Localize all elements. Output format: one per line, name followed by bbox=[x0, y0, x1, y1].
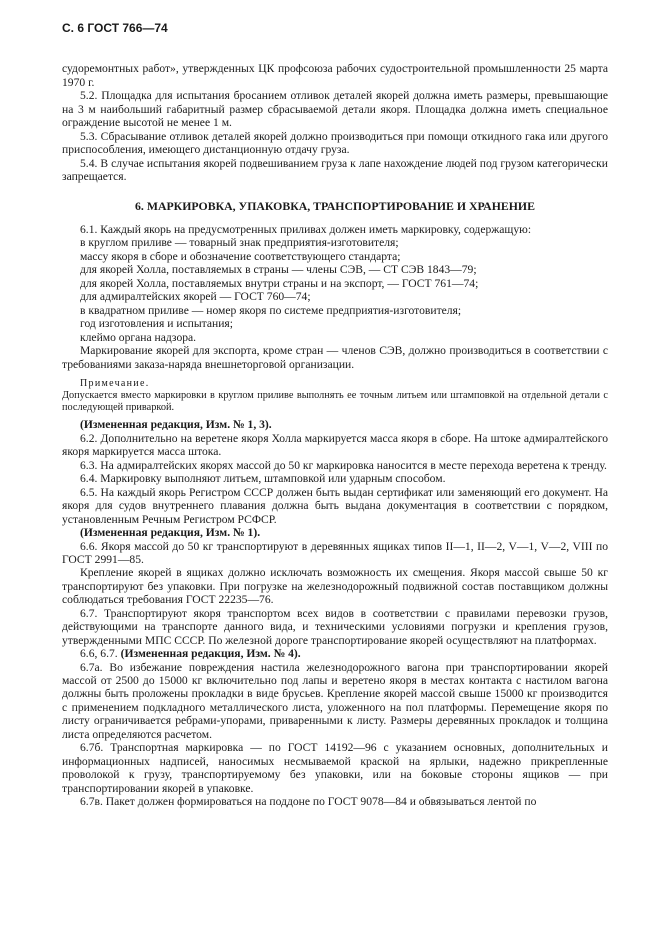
marking-list-item: клеймо органа надзора. bbox=[80, 330, 197, 344]
paragraph-6-3: 6.3. На адмиралтейских якорях массой до 50 кг маркировка наносится в месте перехода веретена к тренду. bbox=[80, 458, 607, 472]
amendment-note-4-text: (Измененная редакция, Изм. № 4). bbox=[120, 647, 301, 661]
amendment-note-1-3: (Измененная редакция, Изм. № 1, 3). bbox=[80, 418, 272, 432]
document-page bbox=[62, 22, 608, 809]
marking-list-item: для якорей Холла, поставляемых в страны — члены СЭВ, — СТ СЭВ 1843—79; bbox=[80, 263, 477, 277]
paragraph-6-5: 6.5. На каждый якорь Регистром СССР должен быть выдан сертификат или заменяющий его документ. На якоря для судов внутреннего плавания должна быть выдана документация в соответствии с порядком, установленным Речным Регистром РСФСР. bbox=[62, 485, 608, 526]
paragraph-6-6: 6.6. Якоря массой до 50 кг транспортируют в деревянных ящиках типов II—1, II—2, V—1, V—2, VIII по ГОСТ 2991—85. bbox=[62, 539, 608, 566]
section-6-heading: 6. МАРКИРОВКА, УПАКОВКА, ТРАНСПОРТИРОВАНИЕ И ХРАНЕНИЕ bbox=[135, 198, 535, 213]
marking-list-item: для адмиралтейских якорей — ГОСТ 760—74; bbox=[80, 290, 311, 304]
marking-list-item: год изготовления и испытания; bbox=[80, 317, 233, 331]
paragraph-continuation: судоремонтных работ», утвержденных ЦК профсоюза рабочих судостроительной промышленности 25 марта 1970 г. bbox=[62, 62, 608, 89]
paragraph-5-4: 5.4. В случае испытания якорей подвешиванием груза к лапе нахождение людей под грузом категорически запрещается. bbox=[62, 156, 608, 184]
paragraph-5-3: 5.3. Сбрасывание отливок деталей якорей должно производиться при помощи откидного гака или другого приспособления, имеющего дистанционную отдачу груза. bbox=[62, 129, 608, 157]
marking-list-item: в круглом приливе — товарный знак предприятия-изготовителя; bbox=[80, 236, 399, 250]
paragraph-6-7v: 6.7в. Пакет должен формироваться на поддоне по ГОСТ 9078—84 и обвязываться лентой по bbox=[80, 795, 537, 809]
paragraph-6-6-fastening: Крепление якорей в ящиках должно исключать возможность их смещения. Якоря массой свыше 50 кг транспортируют без упаковки. При погрузке на железнодорожный подвижной состав поставщиком должны соблюдаться требования ГОСТ 22235—76. bbox=[62, 566, 608, 607]
paragraph-6-7a: 6.7а. Во избежание повреждения настила железнодорожного вагона при транспортировании якорей массой от 2500 до 15000 кг включительно под лапы и веретено якоря в местах контакта с настилом вагона должны быть проложены прокладки в виде брусьев. Крепление якорей массой свыше 15000 кг производится с применением подкладного металлического листа, уложенного на пол платформы. Перемещение якоря по листу ограничивается ребрами-упорами, приваренными к листу. Размеры деревянных прокладок и толщина листа определяются расчетом. bbox=[62, 660, 608, 741]
paragraph-export-marking: Маркирование якорей для экспорта, кроме стран — членов СЭВ, должно производиться в соответствии с требованиями заказа-наряда внешнеторговой организации. bbox=[62, 344, 608, 371]
paragraph-6-4: 6.4. Маркировку выполняют литьем, штамповкой или ударным способом. bbox=[80, 472, 446, 486]
paragraph-6-7: 6.7. Транспортируют якоря транспортом всех видов в соответствии с правилами перевозки грузов, действующими на транспорте данного вида, и техническими условиями погрузки и крепления грузов, утвержденными МПС СССР. По железной дороге транспортирование якорей осуществляют на платформах. bbox=[62, 606, 608, 647]
amendment-note-4-prefix: 6.6, 6.7. bbox=[80, 647, 118, 661]
amendment-note-1: (Измененная редакция, Изм. № 1). bbox=[80, 526, 261, 540]
note-text: Допускается вместо маркировки в круглом приливе выполнять ее точным литьем или штамповкой на отдельной детали с последующей приваркой. bbox=[62, 390, 608, 414]
marking-list-item: для якорей Холла, поставляемых внутри страны и на экспорт, — ГОСТ 761—74; bbox=[80, 276, 479, 290]
amendment-note-4 bbox=[62, 647, 608, 660]
page-header: С. 6 ГОСТ 766—74 bbox=[62, 21, 168, 35]
paragraph-5-2: 5.2. Площадка для испытания бросанием отливок деталей якорей должна иметь размеры, превышающие на 3 м наибольший габаритный размер сбрасываемой детали якоря. Площадка должна иметь специальное ограждение высотой не менее 1 м. bbox=[62, 89, 608, 130]
note-title: Примечание. bbox=[80, 377, 150, 389]
paragraph-6-1: 6.1. Каждый якорь на предусмотренных приливах должен иметь маркировку, содержащую: bbox=[80, 222, 532, 236]
paragraph-6-2: 6.2. Дополнительно на веретене якоря Холла маркируется масса якоря в сборе. На штоке адмиралтейского якоря маркируется масса штока. bbox=[62, 431, 608, 459]
marking-list-item: массу якоря в сборе и обозначение соответствующего стандарта; bbox=[80, 249, 401, 263]
paragraph-6-7b: 6.7б. Транспортная маркировка — по ГОСТ 14192—96 с указанием основных, дополнительных и информационных надписей, наносимых несмываемой краской на ярлыки, надежно прикрепленные проволокой к грузу, транспортируемому без упаковки, или на боковые стороны ящиков — при транспортировании якорей в упаковке. bbox=[62, 741, 608, 795]
marking-list-item: в квадратном приливе — номер якоря по системе предприятия-изготовителя; bbox=[80, 303, 462, 317]
